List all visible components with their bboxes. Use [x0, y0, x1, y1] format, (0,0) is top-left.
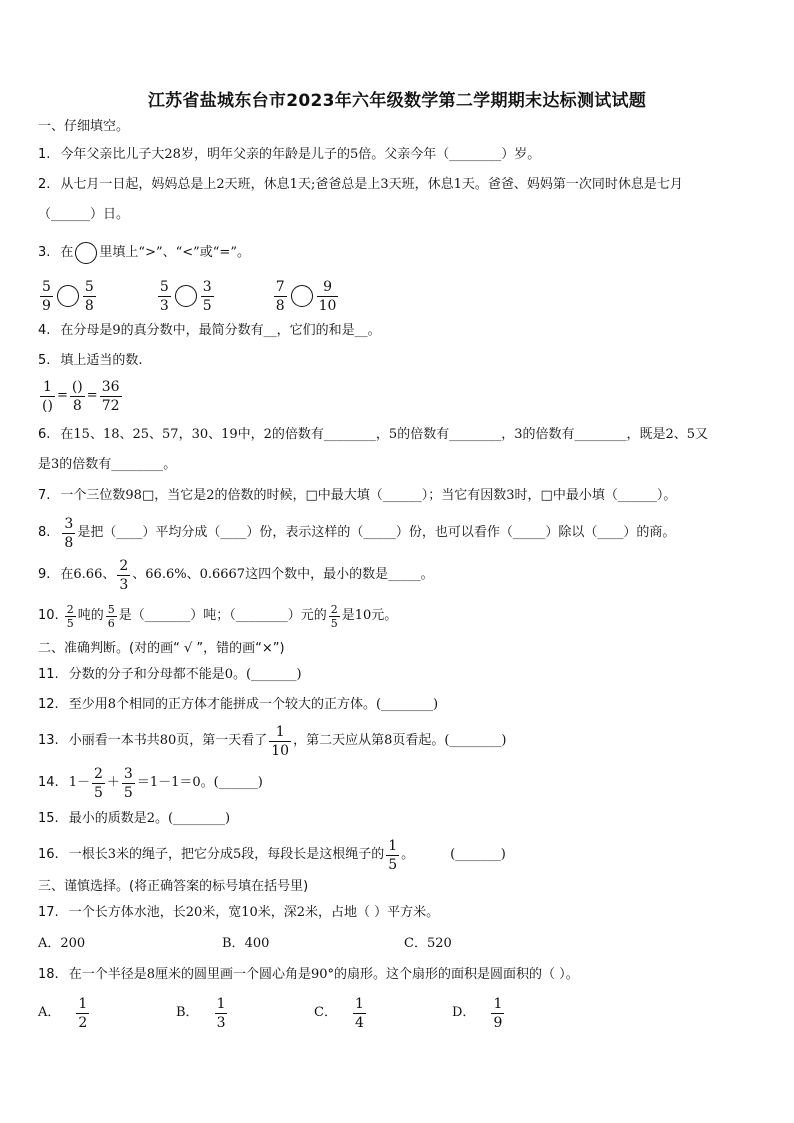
question-8: [38, 514, 675, 552]
question-number: 5.: [38, 353, 51, 368]
question-9: [38, 556, 434, 594]
question-number: 7.: [38, 488, 51, 503]
question-text: （______）日。: [38, 207, 130, 222]
question-2-continued: [38, 206, 129, 224]
question-text: 至少用8个相同的正方体才能拼成一个较大的正方体。(________): [68, 697, 439, 712]
fraction: $\frac{3}{5}$: [123, 765, 133, 801]
question-2: [38, 176, 683, 194]
question-1: [38, 146, 540, 164]
question-number: 13.: [38, 733, 59, 748]
question-text: 。: [401, 847, 415, 862]
question-text: 在一个半径是8厘米的圆里画一个圆心角是90°的扇形。这个扇形的面积是圆面积的（ ）。: [68, 967, 579, 982]
question-text: 是（_______）吨；（________）元的: [118, 608, 327, 623]
question-number: 10.: [38, 608, 59, 623]
section-heading-fill-blank: 一、仔细填空。: [38, 119, 130, 134]
fraction: $\frac{7}{8}$: [275, 278, 285, 314]
question-12: [38, 696, 438, 714]
question-11: [38, 666, 302, 684]
section-heading-true-false: 二、准确判断。(对的画“ √ ”，错的画“×”): [38, 641, 285, 656]
compare-circle-icon[interactable]: [291, 285, 313, 307]
question-text: 分数的分子和分母都不能是0。(_______): [68, 667, 302, 682]
fraction: $\frac{1}{10}$: [271, 723, 290, 759]
question-text: 最小的质数是2。(________): [68, 811, 231, 826]
question-number: 3.: [38, 245, 51, 260]
question-number: 8.: [38, 525, 51, 540]
question-number: 9.: [38, 567, 51, 582]
question-7: [38, 487, 676, 505]
fraction: $\frac{9}{10}$: [318, 278, 337, 314]
question-text: 在15、18、25、57，30、19中，2的倍数有________，5的倍数有________，3的倍数有________，既是2、5又: [60, 427, 709, 442]
expression-text: 1－: [68, 775, 90, 790]
question-text: 一个三位数98□，当它是2的倍数的时候，□中最大填（______）；当它有因数3时，□中最小填（______）。: [60, 488, 677, 503]
fraction: $\frac{2}{5}$: [93, 765, 103, 801]
fraction: $\frac{2}{5}$: [330, 602, 338, 630]
comparison-item: [156, 280, 216, 313]
question-number: 12.: [38, 697, 59, 712]
fraction: $\frac{1}{9}$: [493, 995, 503, 1031]
option-b[interactable]: B． 400: [222, 936, 270, 951]
question-text: 一根长3米的绳子，把它分成5段，每段长是这根绳子的: [68, 847, 385, 862]
question-text: 今年父亲比儿子大28岁，明年父亲的年龄是儿子的5倍。父亲今年（________）岁。: [60, 147, 541, 162]
question-number: 1.: [38, 147, 51, 162]
question-text: 、66.6%、0.6667这四个数中，最小的数是_____。: [132, 567, 434, 582]
fraction: $\frac{1}{5}$: [388, 837, 398, 873]
expression-text: ＋: [106, 775, 120, 790]
question-5-equation: [38, 378, 124, 414]
question-number: 11.: [38, 667, 59, 682]
section-heading-multiple-choice: 三、谨慎选择。(将正确答案的标号填在括号里): [38, 879, 309, 894]
question-14: [38, 764, 263, 802]
fraction: $\frac{5}{9}$: [42, 278, 51, 314]
comparison-item: [38, 280, 98, 313]
question-text: 是10元。: [341, 608, 398, 623]
fraction: $\frac{()}{8}$: [71, 378, 83, 414]
equals-sign: =: [86, 388, 98, 403]
question-text: 在6.66、: [60, 567, 116, 582]
question-16: [38, 836, 506, 874]
fraction: $\frac{36}{72}$: [101, 378, 120, 414]
question-text: 填上适当的数.: [60, 353, 143, 368]
question-text: 里填上“>”、“<”或“=”。: [99, 245, 250, 260]
question-text: ，第二天应从第8页看起。(________): [293, 733, 507, 748]
question-number: 14.: [38, 775, 59, 790]
answer-blank: (_______): [450, 847, 506, 862]
question-5: [38, 352, 143, 370]
fraction: $\frac{3}{8}$: [64, 515, 74, 551]
fraction: $\frac{5}{6}$: [107, 602, 115, 630]
option-c[interactable]: C． 520: [404, 936, 452, 951]
question-text: 一个长方体水池，长20米，宽10米，深2米，占地（ ）平方米。: [68, 905, 440, 920]
fraction: $\frac{1}{()}$: [42, 378, 53, 414]
question-15: [38, 810, 230, 828]
question-text: 吨的: [77, 608, 104, 623]
question-text: 在分母是9的真分数中，最简分数有__，它们的和是__。: [60, 323, 381, 338]
compare-circle-icon[interactable]: [57, 285, 79, 307]
comparison-item: [272, 280, 341, 313]
question-6-continued: [38, 456, 176, 474]
question-number: 18.: [38, 967, 59, 982]
question-18-options: [38, 994, 506, 1032]
compare-circle-icon[interactable]: [175, 285, 197, 307]
compare-circle-icon: [75, 242, 97, 264]
option-a[interactable]: A． 200: [38, 936, 86, 951]
fraction: $\frac{1}{2}$: [78, 995, 88, 1031]
question-number: 16.: [38, 847, 59, 862]
option-a[interactable]: A． $\frac{1}{2}$: [38, 995, 88, 1031]
page-title: 江苏省盐城东台市2023年六年级数学第二学期期末达标测试试题: [147, 91, 647, 111]
question-text: 从七月一日起，妈妈总是上2天班，休息1天;爸爸总是上3天班，休息1天。爸爸、妈妈第一次同时休息是七月: [60, 177, 683, 192]
fraction: $\frac{1}{3}$: [216, 995, 226, 1031]
option-b[interactable]: B． $\frac{1}{3}$: [176, 995, 226, 1031]
option-c[interactable]: C． $\frac{1}{4}$: [314, 995, 364, 1031]
question-18: [38, 966, 579, 984]
question-6: [38, 426, 708, 444]
question-number: 2.: [38, 177, 51, 192]
fraction: $\frac{1}{4}$: [354, 995, 364, 1031]
fraction: $\frac{5}{3}$: [159, 278, 169, 314]
question-17: [38, 904, 439, 922]
option-d[interactable]: D． $\frac{1}{9}$: [452, 995, 503, 1031]
equals-sign: =: [56, 388, 68, 403]
question-number: 17.: [38, 905, 59, 920]
question-17-options: [38, 935, 452, 953]
question-text: 小丽看一本书共80页，第一天看了: [68, 733, 268, 748]
fraction: $\frac{5}{8}$: [84, 278, 94, 314]
question-text: 是3的倍数有________。: [38, 457, 177, 472]
fraction: $\frac{2}{3}$: [119, 557, 129, 593]
question-13: [38, 722, 506, 760]
question-number: 15.: [38, 811, 59, 826]
question-text: 是把（____）平均分成（____）份，表示这样的（_____）份，也可以看作（_____）除以（____）的商。: [77, 525, 676, 540]
question-4: [38, 322, 381, 340]
question-number: 6.: [38, 427, 51, 442]
fraction: $\frac{2}{5}$: [66, 602, 74, 630]
question-number: 4.: [38, 323, 51, 338]
question-text: 在: [60, 245, 74, 260]
fraction: $\frac{3}{5}$: [202, 278, 212, 314]
expression-text: ＝1－1＝0。(______): [136, 775, 263, 790]
question-3: [38, 242, 250, 264]
question-3-comparisons: [38, 276, 340, 316]
question-10: [38, 598, 397, 634]
